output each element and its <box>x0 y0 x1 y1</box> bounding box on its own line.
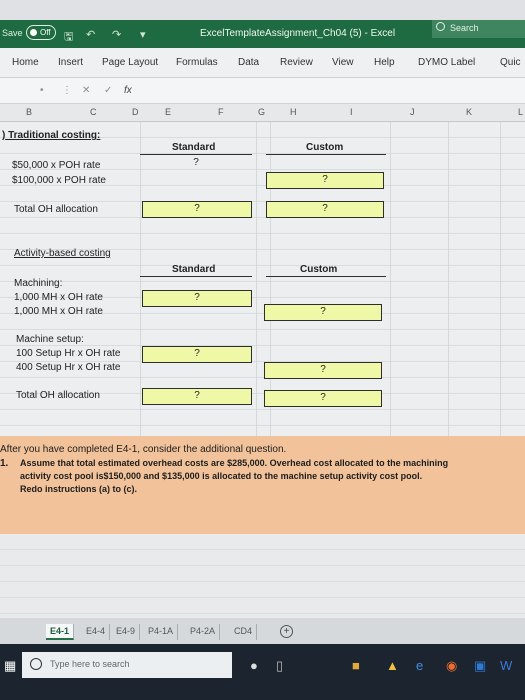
setup-standard-cell[interactable]: ? <box>142 346 252 363</box>
taskbar-search-placeholder: Type here to search <box>50 659 130 669</box>
custom-underline <box>266 154 386 155</box>
tab-help[interactable]: Help <box>374 57 395 68</box>
word-app-icon[interactable]: W <box>500 658 513 673</box>
column-b[interactable]: B <box>26 107 33 117</box>
abc-custom-underline <box>266 276 386 277</box>
formula-bar <box>0 78 525 104</box>
abc-standard-header: Standard <box>172 264 216 275</box>
grid-line <box>390 122 391 436</box>
trad-total-standard-cell[interactable]: ? <box>142 201 252 218</box>
cancel-icon[interactable]: ✕ <box>82 85 91 96</box>
column-e[interactable]: E <box>165 107 172 117</box>
save-icon[interactable]: 🖫 <box>64 31 74 43</box>
search-icon <box>436 22 445 31</box>
sheet-tab-e4-4[interactable]: E4-4 <box>82 624 110 640</box>
note-line-1: Assume that total estimated overhead costs are $285,000. Overhead cost allocated to the machining <box>20 458 449 468</box>
tab-home[interactable]: Home <box>12 57 39 68</box>
column-f[interactable]: F <box>218 107 224 117</box>
redo-icon[interactable]: ↷ <box>112 29 122 41</box>
tab-view[interactable]: View <box>332 57 354 68</box>
abc-custom-header: Custom <box>300 264 338 275</box>
trad-custom-cell[interactable]: ? <box>266 172 384 189</box>
file-explorer-icon[interactable]: ■ <box>352 658 360 673</box>
machining-standard-cell[interactable]: ? <box>142 290 252 307</box>
additional-question-note <box>0 436 525 534</box>
tab-data[interactable]: Data <box>238 57 260 68</box>
name-box-dropdown-icon[interactable]: • <box>40 85 44 96</box>
grid-line <box>270 122 271 436</box>
undo-icon[interactable]: ↶ <box>86 29 96 41</box>
microphone-icon[interactable]: ● <box>250 658 258 673</box>
cortana-icon <box>30 658 42 670</box>
note-intro: After you have completed E4-1, consider the additional question. <box>0 444 287 455</box>
word-icon[interactable]: ▣ <box>474 658 487 673</box>
column-j[interactable]: J <box>410 107 415 117</box>
machining-rate-2-label: 1,000 MH x OH rate <box>14 306 103 317</box>
note-line-3: Redo instructions (a) to (c). <box>20 484 137 494</box>
column-c[interactable]: C <box>90 107 97 117</box>
sheet-tab-cd4[interactable]: CD4 <box>230 624 257 640</box>
setup-rate-1-label: 100 Setup Hr x OH rate <box>16 348 121 359</box>
abc-total-standard-cell[interactable]: ? <box>142 388 252 405</box>
abc-heading: Activity-based costing <box>14 248 111 259</box>
ribbon-search[interactable] <box>432 20 525 38</box>
abc-standard-underline <box>140 276 252 277</box>
windows-start-icon[interactable]: ▦ <box>4 658 17 673</box>
window-title: ExcelTemplateAssignment_Ch04 (5) - Excel <box>200 28 396 39</box>
insert-function-icon[interactable]: fx <box>124 85 132 96</box>
trad-total-custom-cell[interactable]: ? <box>266 201 384 218</box>
tab-dymo-label[interactable]: DYMO Label <box>418 57 476 68</box>
machine-setup-label: Machine setup: <box>16 334 84 345</box>
edge-icon[interactable]: e <box>416 658 424 673</box>
sheet-tab-p4-2a[interactable]: P4-2A <box>186 624 220 640</box>
abc-total-oh-label: Total OH allocation <box>16 390 100 401</box>
column-g[interactable]: G <box>258 107 266 117</box>
trad-rate-1-label: $50,000 x POH rate <box>12 160 101 171</box>
empty-grid-area <box>0 534 525 618</box>
tab-quick[interactable]: Quic <box>500 57 521 68</box>
machining-rate-1-label: 1,000 MH x OH rate <box>14 292 103 303</box>
sheet-tab-p4-1a[interactable]: P4-1A <box>144 624 178 640</box>
column-d[interactable]: D <box>132 107 139 117</box>
grid-line <box>500 122 501 436</box>
tab-insert[interactable]: Insert <box>58 57 84 68</box>
add-sheet-icon[interactable]: + <box>280 625 293 638</box>
abc-total-custom-cell[interactable]: ? <box>264 390 382 407</box>
column-h[interactable]: H <box>290 107 297 117</box>
note-line-2: activity cost pool is$150,000 and $135,000 is allocated to the machine setup activity cost pool. <box>20 471 423 481</box>
windows-taskbar <box>0 644 525 700</box>
ribbon-tabs <box>0 48 525 78</box>
column-header <box>0 104 525 122</box>
trad-rate-2-label: $100,000 x POH rate <box>12 175 106 186</box>
task-view-icon[interactable]: ▯ <box>276 658 284 673</box>
standard-header: Standard <box>172 142 216 153</box>
search-label: Search <box>450 23 479 33</box>
tab-review[interactable]: Review <box>280 57 313 68</box>
sheet-tab-e4-9[interactable]: E4-9 <box>112 624 140 640</box>
grid-line <box>256 122 257 436</box>
enter-icon[interactable]: ✓ <box>104 85 113 96</box>
column-l[interactable]: L <box>518 107 524 117</box>
total-oh-label: Total OH allocation <box>14 204 98 215</box>
machining-custom-cell[interactable]: ? <box>264 304 382 321</box>
trad-standard-cell[interactable]: ? <box>193 157 199 168</box>
machining-label: Machining: <box>14 278 63 289</box>
custom-header: Custom <box>306 142 344 153</box>
autosave-label: Save <box>2 28 23 38</box>
grid-line <box>448 122 449 436</box>
setup-rate-2-label: 400 Setup Hr x OH rate <box>16 362 121 373</box>
note-item-number: 1. <box>0 458 9 469</box>
column-k[interactable]: K <box>466 107 473 117</box>
standard-underline <box>140 154 252 155</box>
column-i[interactable]: I <box>350 107 353 117</box>
taskbar-search-box[interactable] <box>22 652 232 678</box>
autosave-toggle[interactable]: Off <box>26 25 56 40</box>
divider-icon: ⋮ <box>62 85 72 96</box>
sheet-tab-e4-1[interactable]: E4-1 <box>46 624 74 640</box>
title-bar <box>0 20 525 48</box>
customize-quick-access-icon[interactable]: ▾ <box>140 29 146 41</box>
worksheet-grid <box>0 122 525 436</box>
traditional-costing-heading: ) Traditional costing: <box>2 130 101 141</box>
tab-page-layout[interactable]: Page Layout <box>102 57 159 68</box>
sheet-tab-bar <box>0 618 525 644</box>
store-icon[interactable]: ▲ <box>386 658 399 673</box>
setup-custom-cell[interactable]: ? <box>264 362 382 379</box>
firefox-icon[interactable]: ◉ <box>446 658 458 673</box>
tab-formulas[interactable]: Formulas <box>176 57 218 68</box>
